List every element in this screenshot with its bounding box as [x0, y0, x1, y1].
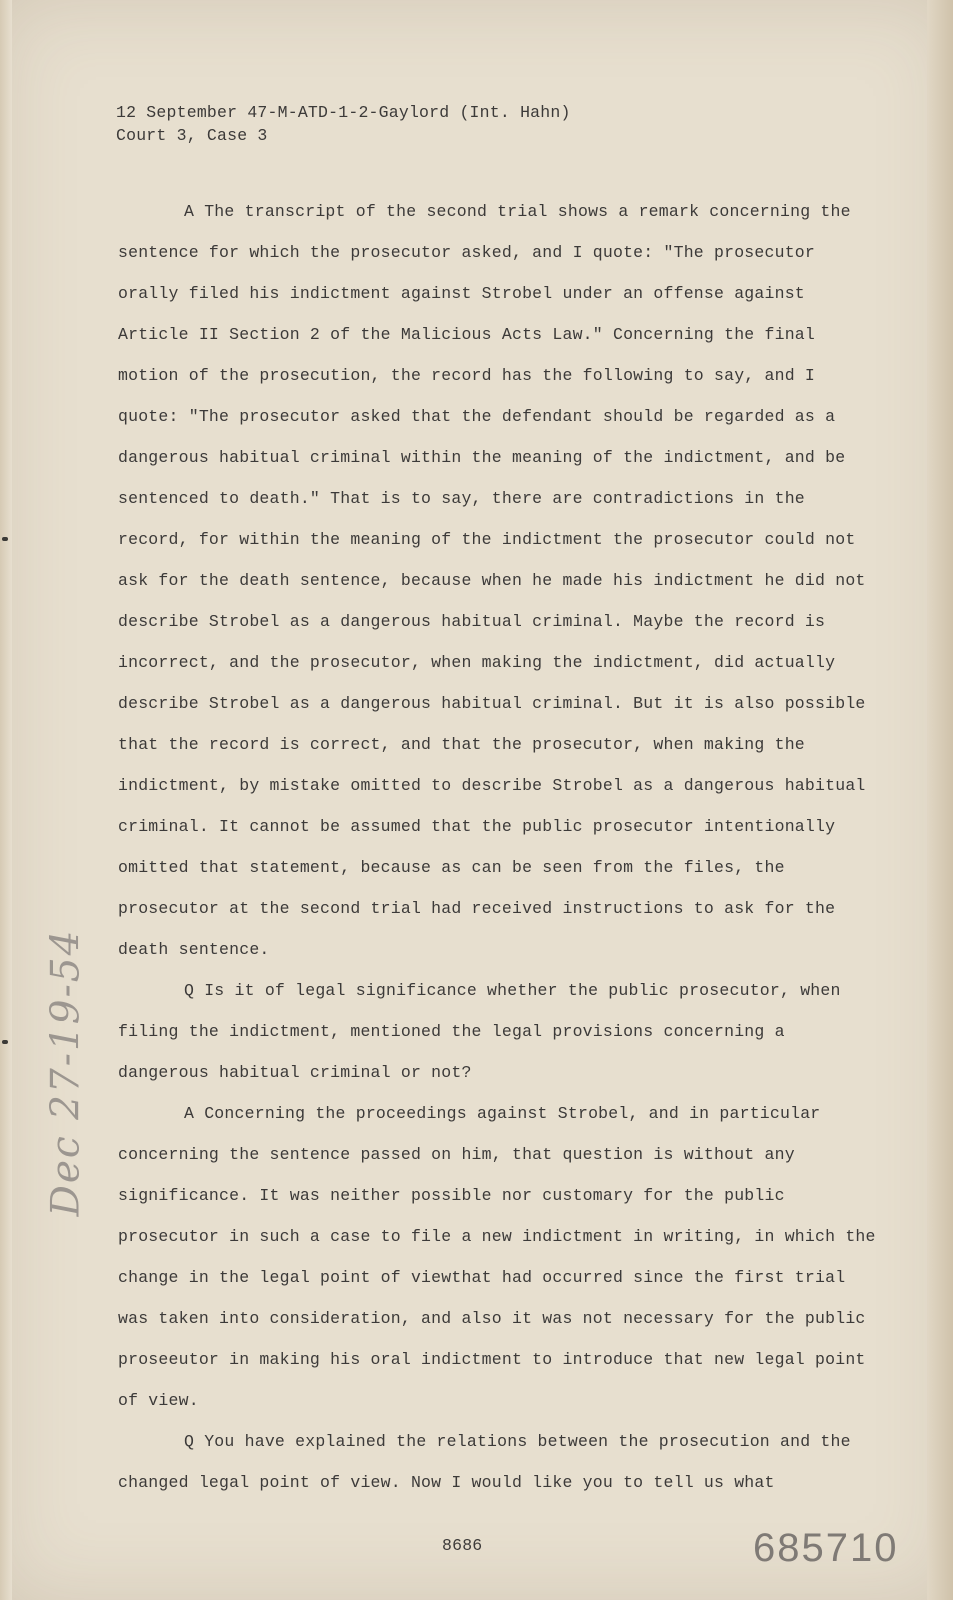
document-header: [116, 101, 571, 147]
question-paragraph-1: Q Is it of legal significance whether the public prosecutor, when filing the indictment, mentioned the legal provisions concerning a dangerous habitual criminal or not?: [118, 981, 841, 1082]
header-line-1: 12 September 47-M-ATD-1-2-Gaylord (Int. Hahn): [116, 103, 571, 122]
margin-handwritten-note: Dec 27-19-54: [43, 928, 89, 1217]
question-paragraph-2: Q You have explained the relations between the prosecution and the changed legal point of view. Now I would like you to tell us what: [118, 1432, 851, 1492]
binding-hole-mark: [2, 1040, 8, 1044]
stamped-document-number: 685710: [753, 1526, 899, 1570]
left-page-edge: [0, 0, 12, 1600]
binding-hole-mark: [2, 537, 8, 541]
page-number: 8686: [442, 1536, 483, 1555]
right-page-edge: [927, 0, 953, 1600]
header-line-2: Court 3, Case 3: [116, 126, 268, 145]
transcript-body: [118, 191, 878, 1503]
answer-paragraph-2: A Concerning the proceedings against Strobel, and in particular concerning the sentence passed on him, that question is without any significance. It was neither possible nor customary for the public prosecutor in such a case to file a new indictment in writing, in which the change in the legal point of viewthat had occurred since the first trial was taken into consideration, and also it was not necessary for the public proseeutor in making his oral indictment to introduce that new legal point of view.: [118, 1104, 876, 1410]
answer-paragraph-1: A The transcript of the second trial shows a remark concerning the sentence for which the prosecutor asked, and I quote: "The prosecutor orally filed his indictment against Strobel under an offense against Article II Section 2 of the Malicious Acts Law." Concerning the final motion of the prosecution, the record has the following to say, and I quote: "The prosecutor asked that the defendant should be regarded as a dangerous habitual criminal within the meaning of the indictment, and be sentenced to death." That is to say, there are contradictions in the record, for within the meaning of the indictment the prosecutor could not ask for the death sentence, because when he made his indictment he did not describe Strobel as a dangerous habitual criminal. Maybe the record is incorrect, and the prosecutor, when making the indictment, did actually describe Strobel as a dangerous habitual criminal. But it is also possible that the record is correct, and that the prosecutor, when making the indictment, by mistake omitted to describe Strobel as a dangerous habitual criminal. It cannot be assumed that the public prosecutor intentionally omitted that statement, because as can be seen from the files, the prosecutor at the second trial had received instructions to ask for the death sentence.: [118, 202, 866, 959]
